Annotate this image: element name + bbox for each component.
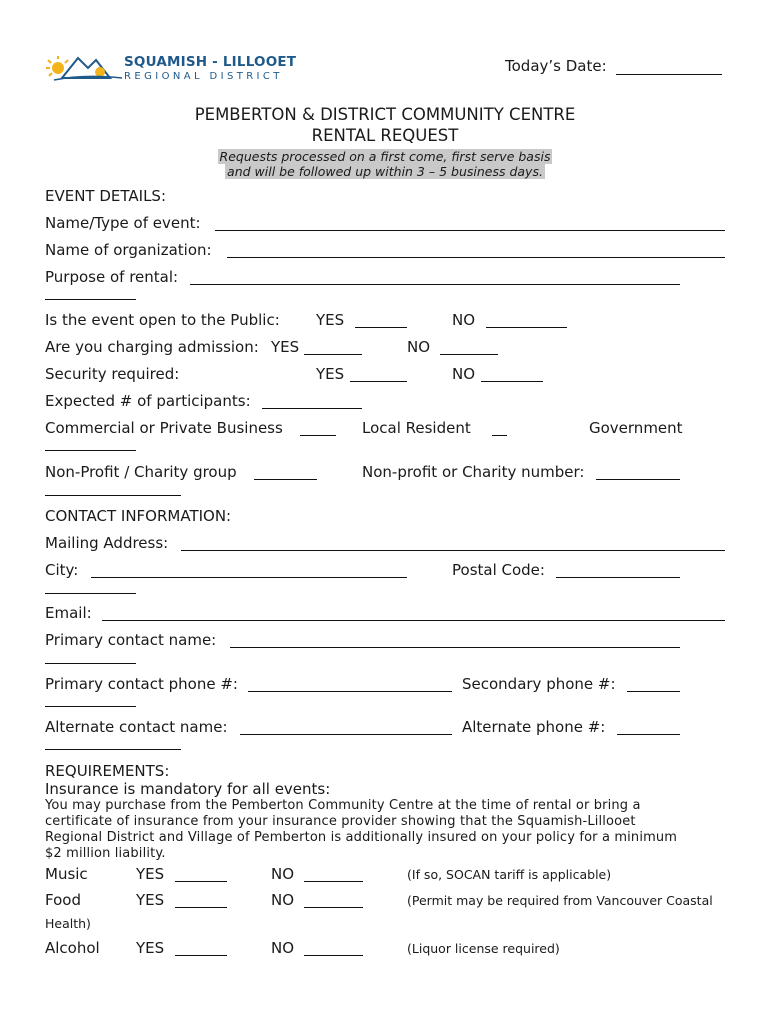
insurance-text-3: Regional District and Village of Pemberton is additionally insured on your policy for a minimum	[45, 830, 678, 845]
insurance-text-1: You may purchase from the Pemberton Community Centre at the time of rental or bring a	[45, 798, 641, 813]
alt-name-label: Alternate contact name:	[45, 718, 228, 736]
secondary-phone-field[interactable]	[627, 691, 680, 692]
requirements-heading: REQUIREMENTS:	[45, 762, 170, 780]
secondary-phone-label: Secondary phone #:	[462, 675, 616, 693]
security-no-label: NO	[452, 365, 476, 383]
music-note: (If so, SOCAN tariff is applicable)	[407, 867, 612, 882]
city-label: City:	[45, 561, 79, 579]
food-no-field[interactable]	[304, 907, 363, 908]
food-yes-label: YES	[136, 891, 165, 909]
date-label: Today’s Date:	[505, 57, 607, 75]
mountain-sun-logo-icon	[44, 48, 124, 84]
primary-name-label: Primary contact name:	[45, 631, 217, 649]
alcohol-yes-label: YES	[136, 939, 165, 957]
postal-field-continued[interactable]	[45, 593, 136, 594]
open-public-yes-label: YES	[316, 311, 345, 329]
music-no-label: NO	[271, 865, 295, 883]
postal-label: Postal Code:	[452, 561, 545, 579]
form-title: PEMBERTON & DISTRICT COMMUNITY CENTRE	[194, 105, 576, 124]
local-resident-field[interactable]	[492, 435, 507, 436]
note-line-1: Requests processed on a first come, first serve basis	[219, 149, 551, 164]
purpose-field-continued[interactable]	[45, 299, 136, 300]
note-line-2: and will be followed up within 3 – 5 business days.	[227, 164, 543, 179]
organization-field[interactable]	[227, 257, 725, 258]
email-field[interactable]	[102, 620, 725, 621]
security-yes-field[interactable]	[350, 381, 407, 382]
district-logo	[44, 48, 297, 88]
primary-name-field[interactable]	[230, 647, 680, 648]
charging-yes-label: YES	[271, 338, 300, 356]
event-name-field[interactable]	[215, 230, 725, 231]
nonprofit-number-field[interactable]	[596, 479, 680, 480]
food-yes-field[interactable]	[175, 907, 227, 908]
commercial-label: Commercial or Private Business	[45, 419, 283, 437]
government-label: Government	[589, 419, 683, 437]
insurance-heading: Insurance is mandatory for all events:	[45, 780, 331, 798]
insurance-text-2: certificate of insurance from your insurance provider showing that the Squamish-Lillooet	[45, 814, 636, 829]
logo-subtitle: REGIONAL DISTRICT	[124, 71, 283, 82]
food-note-continued: Health)	[45, 916, 91, 931]
nonprofit-number-field-continued[interactable]	[45, 495, 181, 496]
postal-field[interactable]	[556, 577, 680, 578]
open-public-no-field[interactable]	[486, 327, 567, 328]
mailing-label: Mailing Address:	[45, 534, 169, 552]
alt-phone-label: Alternate phone #:	[462, 718, 606, 736]
primary-phone-label: Primary contact phone #:	[45, 675, 238, 693]
alcohol-yes-field[interactable]	[175, 955, 227, 956]
primary-name-field-continued[interactable]	[45, 663, 136, 664]
music-yes-label: YES	[136, 865, 165, 883]
local-resident-label: Local Resident	[362, 419, 471, 437]
music-no-field[interactable]	[304, 881, 363, 882]
commercial-field[interactable]	[300, 435, 336, 436]
alcohol-note: (Liquor license required)	[407, 941, 560, 956]
participants-label: Expected # of participants:	[45, 392, 251, 410]
organization-label: Name of organization:	[45, 241, 212, 259]
open-public-label: Is the event open to the Public:	[45, 311, 280, 329]
logo-name: SQUAMISH - LILLOOET	[124, 54, 297, 70]
charging-yes-field[interactable]	[304, 354, 362, 355]
event-details-heading: EVENT DETAILS:	[45, 187, 167, 205]
primary-phone-field[interactable]	[248, 691, 452, 692]
nonprofit-number-label: Non-profit or Charity number:	[362, 463, 585, 481]
alt-phone-field[interactable]	[617, 734, 680, 735]
security-yes-label: YES	[316, 365, 345, 383]
secondary-phone-field-continued[interactable]	[45, 706, 136, 707]
date-field[interactable]	[616, 74, 722, 75]
nonprofit-field[interactable]	[254, 479, 317, 480]
charging-no-field[interactable]	[440, 354, 498, 355]
food-note: (Permit may be required from Vancouver Coastal	[407, 893, 713, 908]
alcohol-label: Alcohol	[45, 939, 100, 957]
insurance-text-4: $2 million liability.	[45, 846, 166, 861]
alcohol-no-label: NO	[271, 939, 295, 957]
music-yes-field[interactable]	[175, 881, 227, 882]
music-label: Music	[45, 865, 88, 883]
security-no-field[interactable]	[481, 381, 543, 382]
alt-name-field[interactable]	[240, 734, 452, 735]
form-subtitle: RENTAL REQUEST	[311, 126, 459, 145]
purpose-label: Purpose of rental:	[45, 268, 179, 286]
charging-no-label: NO	[407, 338, 431, 356]
open-public-no-label: NO	[452, 311, 476, 329]
alt-phone-field-continued[interactable]	[45, 749, 181, 750]
participants-field[interactable]	[262, 408, 362, 409]
charging-label: Are you charging admission:	[45, 338, 259, 356]
mailing-field[interactable]	[181, 550, 725, 551]
event-name-label: Name/Type of event:	[45, 214, 201, 232]
alcohol-no-field[interactable]	[304, 955, 363, 956]
email-label: Email:	[45, 604, 92, 622]
food-label: Food	[45, 891, 81, 909]
contact-heading: CONTACT INFORMATION:	[45, 507, 232, 525]
nonprofit-label: Non-Profit / Charity group	[45, 463, 237, 481]
security-label: Security required:	[45, 365, 180, 383]
food-no-label: NO	[271, 891, 295, 909]
open-public-yes-field[interactable]	[355, 327, 407, 328]
purpose-field[interactable]	[190, 284, 680, 285]
city-field[interactable]	[91, 577, 407, 578]
government-field[interactable]	[45, 450, 136, 451]
